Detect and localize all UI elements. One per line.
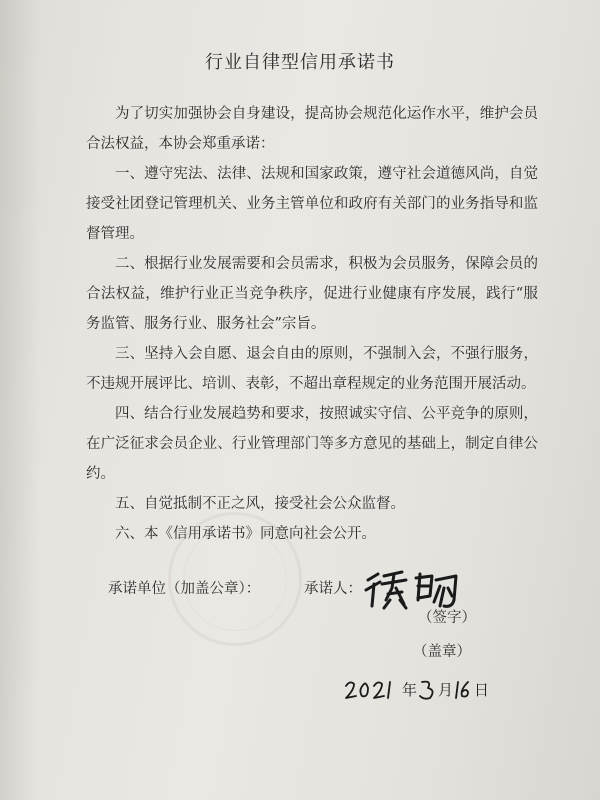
paragraph-6: 六、本《信用承诺书》同意向社会公开。: [115, 526, 376, 542]
person-label: 承诺人：: [304, 581, 362, 597]
page-shadow: [0, 0, 40, 800]
sign-note: （签字）: [418, 610, 476, 626]
svg-text:年: 年: [402, 681, 418, 699]
paragraph-5: 五、自觉抵制不正之风，接受社会公众监督。: [115, 496, 405, 512]
svg-text:月: 月: [438, 681, 454, 699]
paragraph-1: 一、遵守宪法、法律、法规和国家政策，遵守社会道德风尚，自觉接受社团登记管理机关、业务主管单位和政府有关部门的业务指导和监督管理。: [86, 166, 538, 242]
paragraph-intro: 为了切实加强协会自身建设，提高协会规范化运作水平，维护会员合法权益，本协会郑重承诺：: [86, 106, 538, 152]
stamp-note: （盖章）: [413, 644, 471, 660]
paragraph-2: 二、根据行业发展需要和会员需求，积极为会员服务，保障会员的合法权益，维护行业正当竞争秩序，促进行业健康有序发展，践行“服务监管、服务行业、服务社会”宗旨。: [86, 256, 538, 332]
paragraph-4: 四、结合行业发展趋势和要求，按照诚实守信、公平竞争的原则，在广泛征求会员企业、行业管理部门等多方意见的基础上，制定自律公约。: [86, 406, 538, 482]
unit-label: 承诺单位（加盖公章）：: [108, 581, 261, 597]
document-body: [86, 99, 538, 549]
svg-text:日: 日: [474, 681, 490, 699]
document-title: 行业自律型信用承诺书: [205, 52, 395, 73]
paragraph-3: 三、坚持入会自愿、退会自由的原则，不强制入会，不强行服务，不违规开展评比、培训、表彰，不超出章程规定的业务范围开展活动。: [86, 346, 538, 392]
